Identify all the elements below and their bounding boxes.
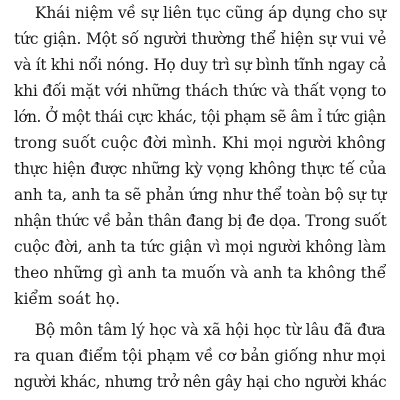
text-line: nhận thức về bản thân đang bị đe dọa. Trong suốt xyxy=(14,212,387,230)
text-line: tức giận. Một số người thường thể hiện sự vui vẻ xyxy=(14,30,387,48)
text-line: Bộ môn tâm lý học và xã hội học từ lâu đã đưa xyxy=(34,321,386,339)
paragraph-anger-continuity xyxy=(14,0,386,312)
text-line: cuộc đời, anh ta tức giận vì mọi người không làm xyxy=(14,238,386,256)
text-line: ra quan điểm tội phạm về cơ bản giống như mọi xyxy=(14,347,386,365)
text-line: theo những gì anh ta muốn và anh ta không thể xyxy=(14,264,387,282)
text-line: anh ta, anh ta sẽ phản ứng như thể toàn bộ sự tự xyxy=(14,186,387,204)
text-line: lớn. Ở một thái cực khác, tội phạm sẽ âm ỉ tức giận xyxy=(14,108,386,126)
text-line: khi đối mặt với những thách thức và thất vọng to xyxy=(14,82,387,100)
text-line: Khái niệm về sự liên tục cũng áp dụng cho sự xyxy=(34,4,386,22)
paragraph-psychology-sociology xyxy=(14,317,386,395)
text-line: thực hiện được những kỳ vọng không thực tế của xyxy=(14,160,387,178)
text-line: trong suốt cuộc đời mình. Khi mọi người không xyxy=(14,134,386,152)
text-line: kiểm soát họ. xyxy=(14,290,121,308)
text-line: người khác, nhưng trở nên gây hại cho người khác xyxy=(14,373,387,391)
text-line: và ít khi nổi nóng. Họ duy trì sự bình tĩnh ngay cả xyxy=(14,56,387,74)
